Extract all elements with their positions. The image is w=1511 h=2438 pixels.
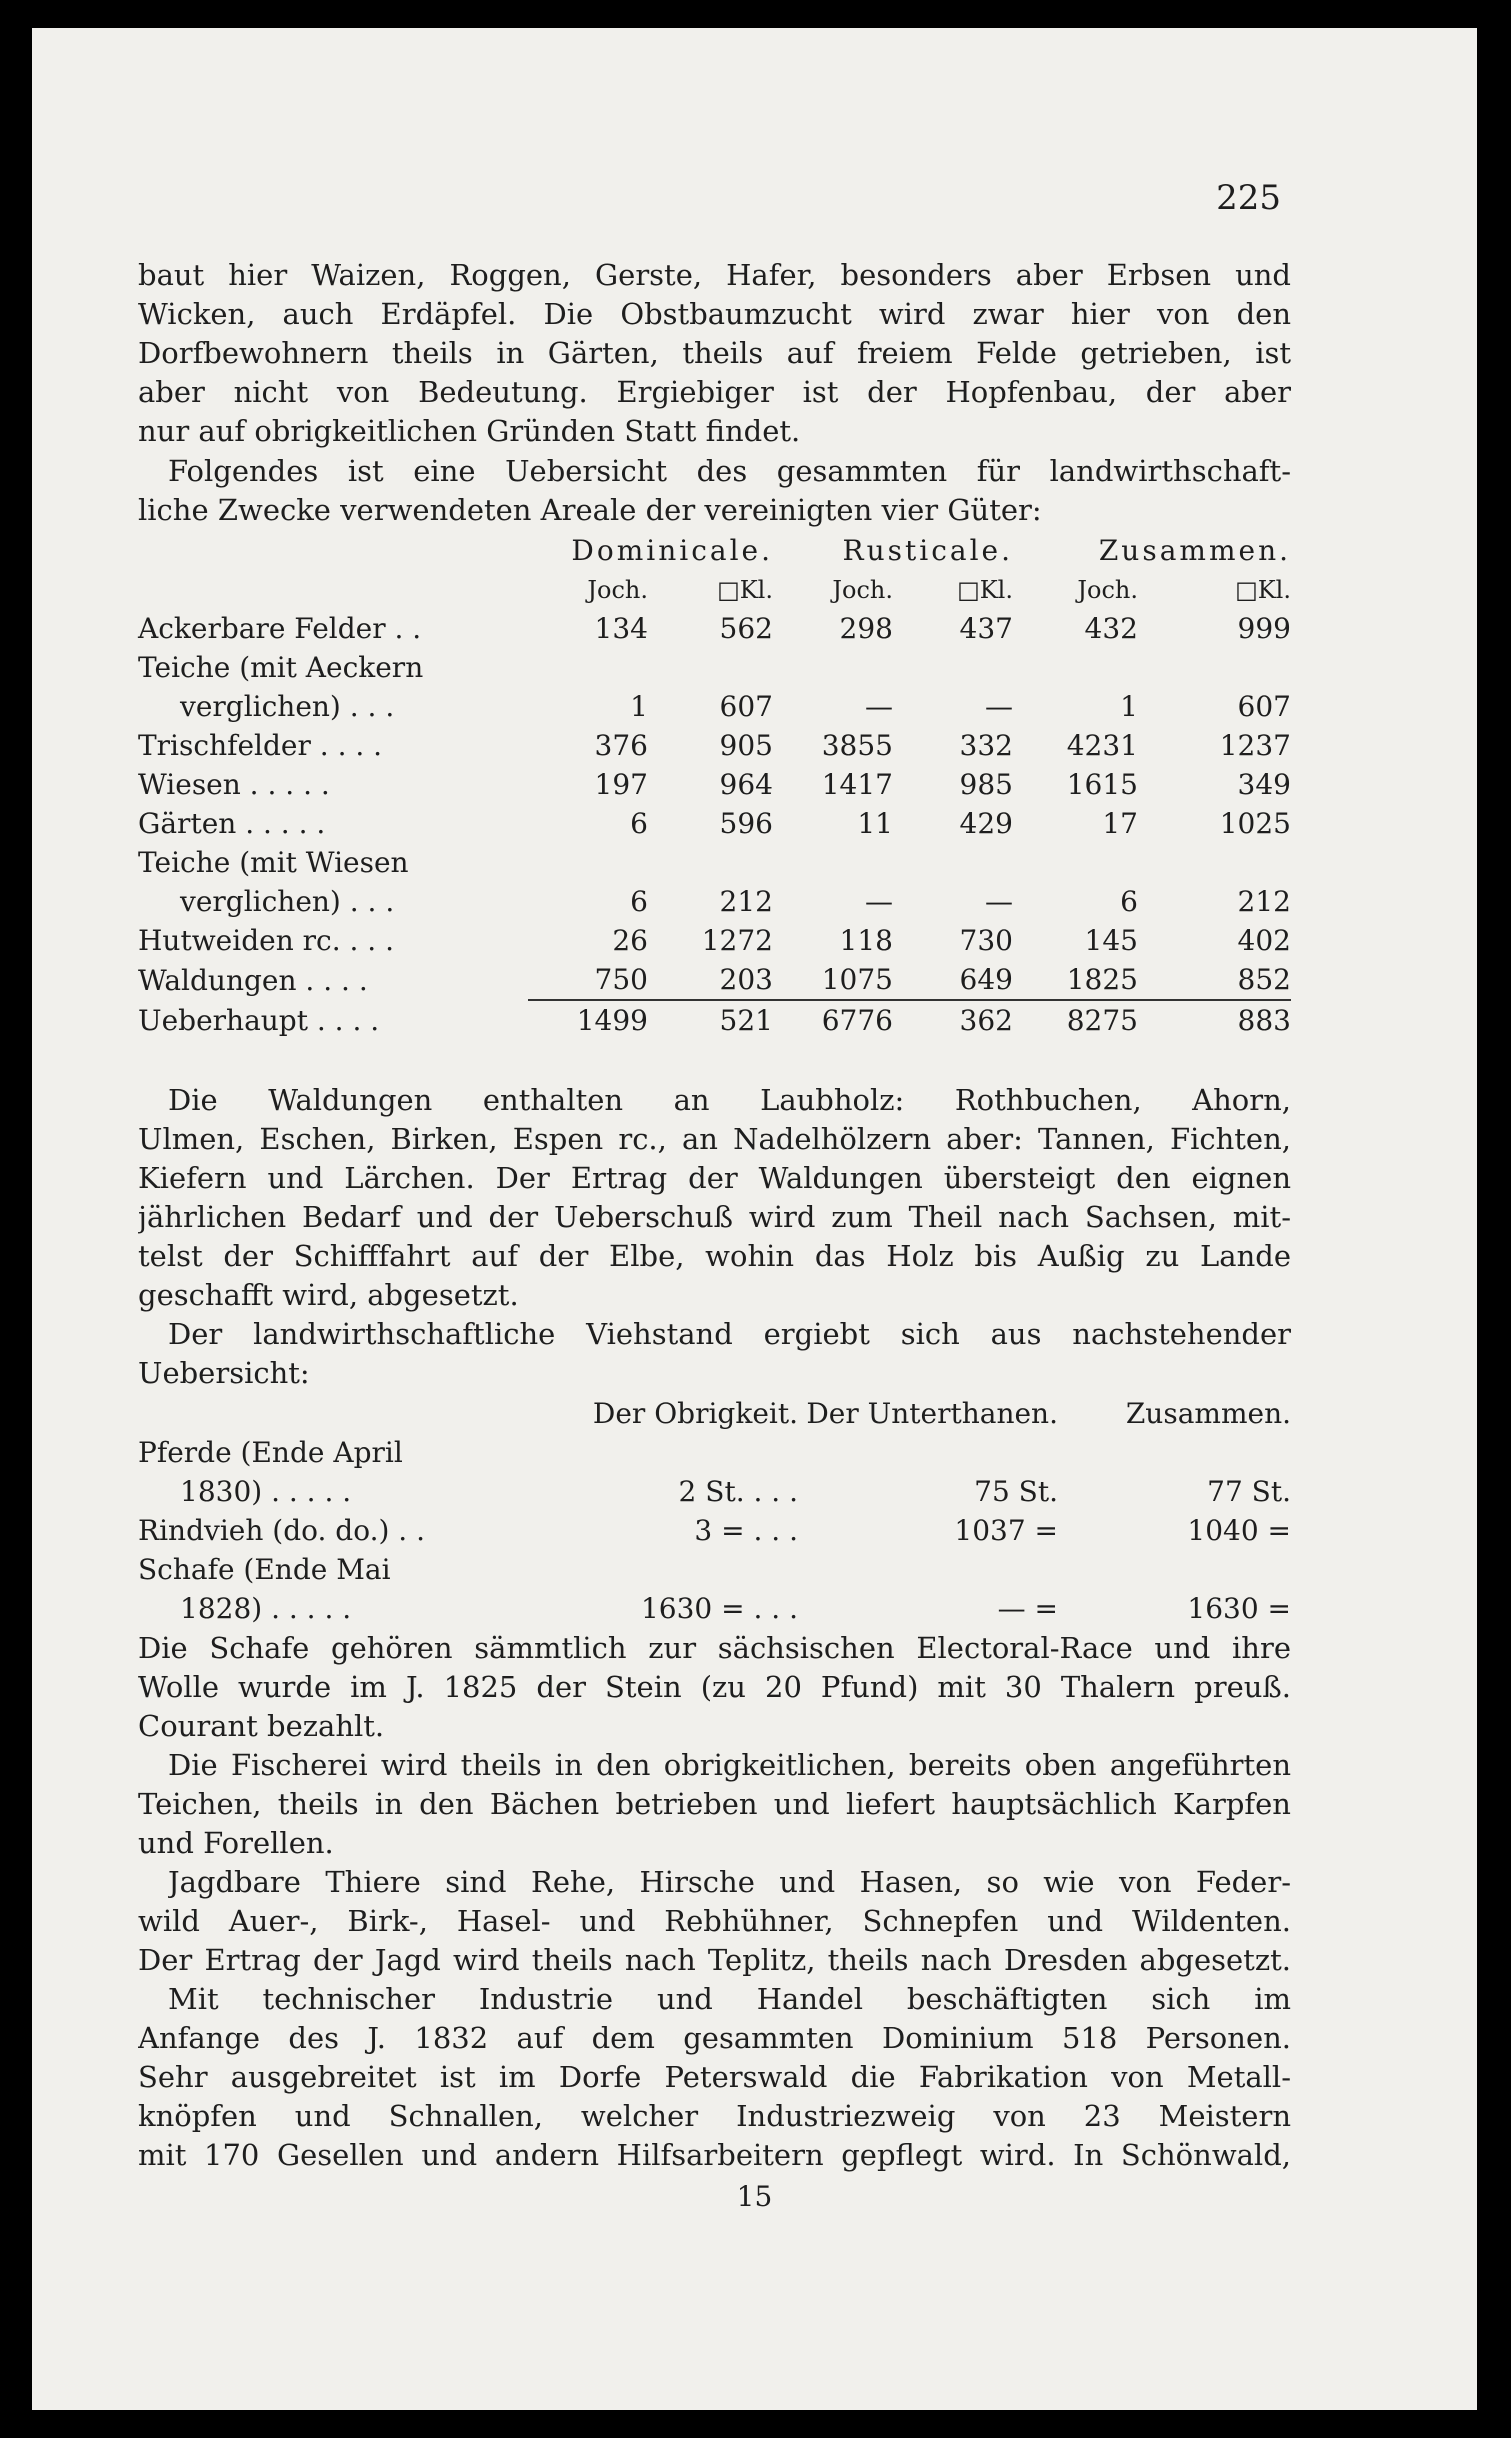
row-label: Ueberhaupt . . . . xyxy=(138,1003,380,1037)
column-header: Der Obrigkeit. xyxy=(592,1397,798,1430)
cell-value: 3855 xyxy=(821,729,893,762)
areal-table xyxy=(138,531,1291,1040)
cell-value: 649 xyxy=(959,963,1013,996)
page-number: 225 xyxy=(1216,178,1281,218)
cell-value: 376 xyxy=(594,729,648,762)
table-row xyxy=(138,804,1291,843)
cell-value xyxy=(773,843,893,882)
cell-value: 437 xyxy=(959,612,1013,645)
table-row xyxy=(138,1433,1291,1472)
text-line: Dorfbewohnern theils in Gärten, theils auf freiem Felde getrieben, ist xyxy=(138,336,1291,370)
row-label: 1830) . . . . . xyxy=(180,1475,352,1508)
cell-value: 607 xyxy=(719,690,773,723)
text-line: Die Waldungen enthalten an Laubholz: Rothbuchen, Ahorn, xyxy=(168,1083,1291,1117)
cell-value: 1075 xyxy=(821,963,893,996)
text-line: Wicken, auch Erdäpfel. Die Obstbaumzucht wird zwar hier von den xyxy=(138,297,1291,331)
cell-value: — xyxy=(865,885,893,918)
table-row xyxy=(138,765,1291,804)
text-line: baut hier Waizen, Roggen, Gerste, Hafer, besonders aber Erbsen und xyxy=(138,258,1291,292)
cell-value: 134 xyxy=(594,612,648,645)
cell-value: 6 xyxy=(630,807,648,840)
cell-value: 26 xyxy=(612,924,648,957)
cell-value: 999 xyxy=(1237,612,1291,645)
text-line: und Forellen. xyxy=(138,1826,334,1860)
cell-value: 77 St. xyxy=(1207,1475,1291,1508)
cell-value: 1037 = xyxy=(954,1514,1058,1547)
cell-value: 2 St. . . . xyxy=(678,1475,798,1508)
unit-header: Joch. xyxy=(587,575,648,604)
livestock-table xyxy=(138,1394,1291,1628)
text-line: Uebersicht: xyxy=(138,1356,310,1390)
cell-value: 1 xyxy=(1120,690,1138,723)
cell-value xyxy=(773,648,893,687)
text-line: geschafft wird, abgesetzt. xyxy=(138,1278,519,1312)
table-row xyxy=(138,843,1291,882)
cell-value: 596 xyxy=(719,807,773,840)
table-row xyxy=(138,726,1291,765)
row-label: verglichen) . . . xyxy=(180,885,395,918)
cell-value: 985 xyxy=(959,768,1013,801)
text-line: Wolle wurde im J. 1825 der Stein (zu 20 Pfund) mit 30 Thalern preuß. xyxy=(138,1670,1291,1704)
cell-value: 1272 xyxy=(701,924,773,957)
text-line: telst der Schifffahrt auf der Elbe, wohin das Holz bis Außig zu Lande xyxy=(138,1239,1291,1273)
text-line: Courant bezahlt. xyxy=(138,1709,385,1743)
text-line: Der Ertrag der Jagd wird theils nach Teplitz, theils nach Dresden abgesetzt. xyxy=(138,1943,1291,1977)
row-label: Pferde (Ende April xyxy=(138,1436,403,1469)
row-label: Rindvieh (do. do.) . . xyxy=(138,1514,425,1547)
row-label: Hutweiden rc. . . . xyxy=(138,924,394,957)
unit-header: □Kl. xyxy=(1235,575,1291,604)
cell-value: 197 xyxy=(594,768,648,801)
column-header: Zusammen. xyxy=(1125,1397,1291,1430)
text-line: aber nicht von Bedeutung. Ergiebiger ist der Hopfenbau, der aber xyxy=(138,375,1291,409)
cell-value: 1040 = xyxy=(1187,1514,1291,1547)
cell-value: 429 xyxy=(959,807,1013,840)
cell-value: 212 xyxy=(719,885,773,918)
cell-value xyxy=(1058,1433,1291,1472)
cell-value: 6776 xyxy=(773,1000,893,1040)
row-label: Wiesen . . . . . xyxy=(138,768,330,801)
text-line: Ulmen, Eschen, Birken, Espen rc., an Nadelhölzern aber: Tannen, Fichten, xyxy=(138,1122,1291,1156)
cell-value xyxy=(893,843,1013,882)
cell-value xyxy=(1138,843,1291,882)
table-row xyxy=(138,1511,1291,1550)
cell-value: 1 xyxy=(630,690,648,723)
cell-value: 905 xyxy=(719,729,773,762)
cell-value: 332 xyxy=(959,729,1013,762)
text-line: Kiefern und Lärchen. Der Ertrag der Waldungen übersteigt den eignen xyxy=(138,1161,1291,1195)
text-line: wild Auer-, Birk-, Hasel- und Rebhühner, Schnepfen und Wildenten. xyxy=(138,1904,1291,1938)
cell-value: 1025 xyxy=(1219,807,1291,840)
document-page xyxy=(32,28,1477,2410)
column-header: Der Unterthanen. xyxy=(806,1397,1058,1430)
cell-value xyxy=(1058,1550,1291,1589)
cell-value: — xyxy=(865,690,893,723)
cell-value: 750 xyxy=(594,963,648,996)
cell-value: — = xyxy=(997,1592,1058,1625)
cell-value: 964 xyxy=(719,768,773,801)
text-line: Sehr ausgebreitet ist im Dorfe Peterswald die Fabrikation von Metall- xyxy=(138,2060,1291,2094)
text-line: Der landwirthschaftliche Viehstand ergiebt sich aus nachstehender xyxy=(168,1317,1291,1351)
group-header: Rusticale. xyxy=(842,534,1013,567)
cell-value: 1630 = xyxy=(1187,1592,1291,1625)
text-line: liche Zwecke verwendeten Areale der vereinigten vier Güter: xyxy=(138,493,1042,527)
cell-value: 75 St. xyxy=(974,1475,1058,1508)
row-label: Teiche (mit Aeckern xyxy=(138,651,424,684)
table-row xyxy=(138,921,1291,960)
cell-value: 4231 xyxy=(1066,729,1138,762)
cell-value: 1615 xyxy=(1066,768,1138,801)
cell-value: 1417 xyxy=(821,768,893,801)
total-row xyxy=(138,1000,1291,1040)
cell-value xyxy=(1013,648,1138,687)
cell-value xyxy=(893,648,1013,687)
text-line: Teichen, theils in den Bächen betrieben und liefert hauptsächlich Karpfen xyxy=(138,1787,1291,1821)
cell-value: 17 xyxy=(1102,807,1138,840)
table-header xyxy=(138,1394,1291,1433)
cell-value: 562 xyxy=(719,612,773,645)
row-label: verglichen) . . . xyxy=(180,690,395,723)
cell-value xyxy=(1138,648,1291,687)
text-line: Jagdbare Thiere sind Rehe, Hirsche und Hasen, so wie von Feder- xyxy=(168,1865,1291,1899)
text-line: Die Fischerei wird theils in den obrigkeitlichen, bereits oben angeführten xyxy=(168,1748,1291,1782)
cell-value xyxy=(648,648,773,687)
unit-header: Joch. xyxy=(1077,575,1138,604)
text-line: Die Schafe gehören sämmtlich zur sächsischen Electoral-Race und ihre xyxy=(138,1631,1291,1665)
table-row xyxy=(138,1472,1291,1511)
cell-value xyxy=(1013,843,1138,882)
cell-value: — xyxy=(985,690,1013,723)
text-line: Anfange des J. 1832 auf dem gesammten Dominium 518 Personen. xyxy=(138,2021,1291,2055)
cell-value xyxy=(498,1550,798,1589)
table-row xyxy=(138,882,1291,921)
group-header: Zusammen. xyxy=(1098,534,1291,567)
table-group-header xyxy=(138,531,1291,570)
row-label: Gärten . . . . . xyxy=(138,807,326,840)
text-line: Mit technischer Industrie und Handel beschäftigten sich im xyxy=(168,1982,1291,2016)
cell-value: 883 xyxy=(1138,1000,1291,1040)
unit-header: □Kl. xyxy=(717,575,773,604)
text-line: Folgendes ist eine Uebersicht des gesammten für landwirthschaft- xyxy=(168,454,1291,488)
table-row xyxy=(138,687,1291,726)
cell-value: 6 xyxy=(1120,885,1138,918)
group-header: Dominicale. xyxy=(571,534,773,567)
cell-value xyxy=(498,1433,798,1472)
cell-value: 298 xyxy=(839,612,893,645)
text-line: knöpfen und Schnallen, welcher Industriezweig von 23 Meistern xyxy=(138,2099,1291,2133)
cell-value: 203 xyxy=(719,963,773,996)
row-label: Waldungen . . . . xyxy=(138,963,368,997)
cell-value xyxy=(798,1433,1058,1472)
table-row xyxy=(138,960,1291,1000)
cell-value xyxy=(798,1550,1058,1589)
cell-value: 212 xyxy=(1237,885,1291,918)
cell-value: 3 = . . . xyxy=(694,1514,798,1547)
cell-value: 1825 xyxy=(1066,963,1138,996)
cell-value: 118 xyxy=(839,924,893,957)
signature-mark: 15 xyxy=(736,2180,773,2213)
unit-header: □Kl. xyxy=(957,575,1013,604)
row-label: 1828) . . . . . xyxy=(180,1592,352,1625)
cell-value: — xyxy=(985,885,1013,918)
cell-value: 1237 xyxy=(1219,729,1291,762)
row-label: Teiche (mit Wiesen xyxy=(138,846,409,879)
text-line: nur auf obrigkeitlichen Gründen Statt findet. xyxy=(138,414,801,448)
text-line: jährlichen Bedarf und der Ueberschuß wird zum Theil nach Sachsen, mit- xyxy=(138,1200,1291,1234)
unit-header: Joch. xyxy=(832,575,893,604)
cell-value xyxy=(648,843,773,882)
cell-value: 521 xyxy=(648,1000,773,1040)
table-row xyxy=(138,1550,1291,1589)
cell-value xyxy=(528,843,648,882)
table-row xyxy=(138,648,1291,687)
cell-value: 607 xyxy=(1237,690,1291,723)
row-label: Ackerbare Felder . . xyxy=(138,612,422,645)
row-label: Trischfelder . . . . xyxy=(138,729,383,762)
cell-value: 8275 xyxy=(1013,1000,1138,1040)
cell-value: 1499 xyxy=(528,1000,648,1040)
cell-value: 145 xyxy=(1084,924,1138,957)
cell-value: 6 xyxy=(630,885,648,918)
cell-value xyxy=(528,648,648,687)
cell-value: 349 xyxy=(1237,768,1291,801)
cell-value: 11 xyxy=(857,807,893,840)
table-row xyxy=(138,1589,1291,1628)
cell-value: 730 xyxy=(959,924,1013,957)
row-label: Schafe (Ende Mai xyxy=(138,1553,391,1586)
cell-value: 362 xyxy=(893,1000,1013,1040)
table-row xyxy=(138,609,1291,648)
cell-value: 1630 = . . . xyxy=(640,1592,798,1625)
text-line: mit 170 Gesellen und andern Hilfsarbeitern gepflegt wird. In Schönwald, xyxy=(138,2138,1291,2172)
cell-value: 432 xyxy=(1084,612,1138,645)
cell-value: 402 xyxy=(1237,924,1291,957)
table-unit-header xyxy=(138,570,1291,609)
cell-value: 852 xyxy=(1237,963,1291,996)
